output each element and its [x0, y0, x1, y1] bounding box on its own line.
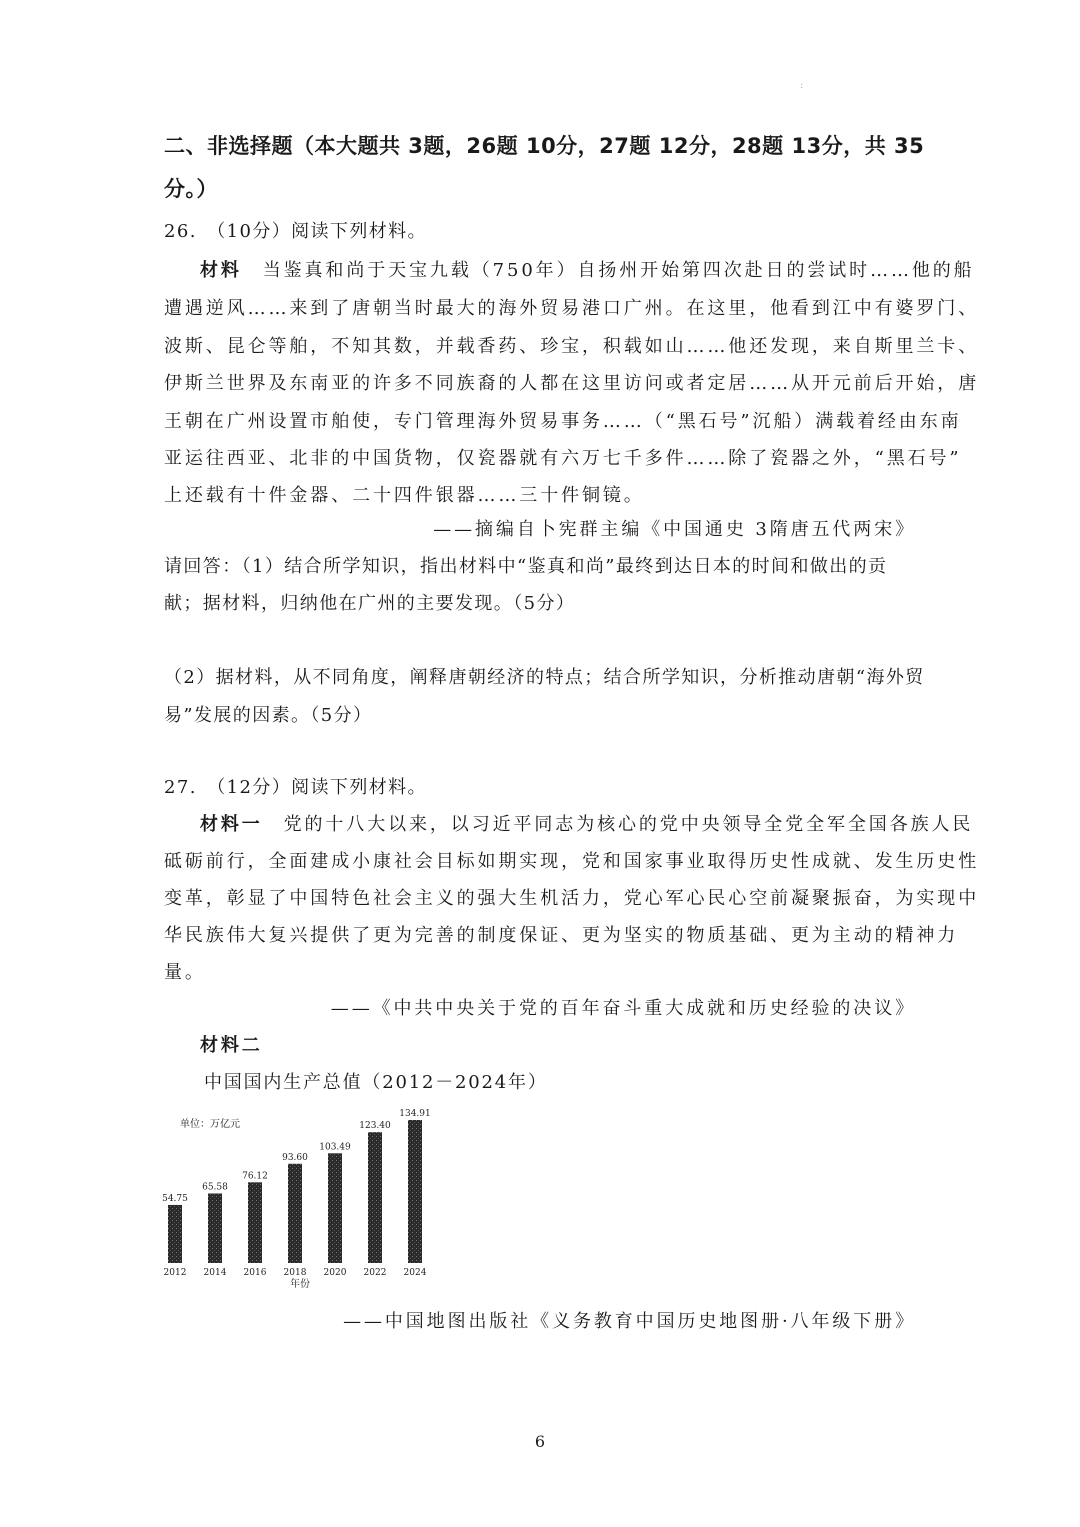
q27-material1-line3: 变革，彰显了中国特色社会主义的强大生机活力，党心军心民心空前凝聚振奋，为实现中 — [164, 888, 980, 909]
bar-2024 — [408, 1120, 422, 1263]
q26-material-label: 材料 — [200, 260, 242, 281]
q26-material-line2: 遭遇逆风……来到了唐朝当时最大的海外贸易港口广州。在这里，他看到江中有婆罗门、 — [164, 298, 980, 319]
x-tick-label-2012: 2012 — [163, 1268, 187, 1278]
bar-value-label-2018: 93.60 — [282, 1152, 308, 1163]
q27-material1-label: 材料一 — [200, 814, 263, 835]
bar-2012 — [168, 1205, 182, 1263]
q26-material-line1 — [200, 256, 975, 282]
q26-question2-line2: 易”发展的因素。（5分） — [164, 705, 373, 726]
q27-source1: ——《中共中央关于党的百年奋斗重大成就和历史经验的决议》 — [330, 998, 916, 1019]
bar-2016 — [248, 1182, 262, 1263]
gdp-bar-chart — [160, 1100, 460, 1300]
q26-question2-line1: （2）据材料，从不同角度，阐释唐朝经济的特点；结合所学知识，分析推动唐朝“海外贸 — [164, 667, 925, 688]
bar-value-label-2016: 76.12 — [242, 1171, 268, 1182]
page-number: 6 — [534, 1432, 546, 1451]
q26-material-line3: 波斯、昆仑等舶，不知其数，并载香药、珍宝，积载如山……他还发现，来自斯里兰卡、 — [164, 336, 980, 357]
bar-2020 — [328, 1153, 342, 1263]
x-tick-label-2016: 2016 — [243, 1268, 267, 1278]
bar-value-label-2022: 123.40 — [359, 1121, 391, 1132]
q27-material1-line1 — [200, 810, 974, 836]
q26-material-line4: 伊斯兰世界及东南亚的许多不同族裔的人都在这里访问或者定居……从开元前后开始，唐 — [164, 373, 980, 394]
q27-material1-line4: 华民族伟大复兴提供了更为完善的制度保证、更为坚实的物质基础、更为主动的精神力 — [164, 925, 959, 946]
q27-material2-label: 材料二 — [200, 1035, 263, 1056]
section-title-line2: 分。） — [164, 177, 218, 201]
chart-x-axis-label: 年份 — [290, 1279, 310, 1290]
corner-mark: : — [800, 80, 804, 91]
x-tick-label-2014: 2014 — [203, 1268, 227, 1278]
q26-material-line6: 亚运往西亚、北非的中国货物，仅瓷器就有六万七千多件……除了瓷器之外，“黑石号” — [164, 448, 962, 469]
chart-title: 中国国内生产总值（2012－2024年） — [204, 1072, 548, 1093]
bar-value-label-2014: 65.58 — [202, 1182, 228, 1193]
q27-header: 27. （12分）阅读下列材料。 — [164, 777, 427, 798]
q26-source: ——摘编自卜宪群主编《中国通史 3隋唐五代两宋》 — [433, 519, 916, 540]
bar-2022 — [368, 1132, 382, 1263]
q26-material-text: 当鉴真和尚于天宝九载（750年）自扬州开始第四次赴日的尝试时……他的船 — [262, 260, 975, 281]
chart-unit-label: 单位：万亿元 — [180, 1119, 240, 1130]
bar-2018 — [288, 1164, 302, 1263]
bar-value-label-2012: 54.75 — [162, 1193, 188, 1204]
x-tick-label-2020: 2020 — [323, 1268, 347, 1278]
bar-value-label-2024: 134.91 — [399, 1109, 431, 1119]
q26-question1-line1: 请回答：（1）结合所学知识，指出材料中“鉴真和尚”最终到达日本的时间和做出的贡 — [164, 556, 888, 577]
x-tick-label-2022: 2022 — [363, 1268, 387, 1278]
section-title-line1: 二、非选择题（本大题共 3题，26题 10分，27题 12分，28题 13分，共 35 — [164, 134, 925, 158]
q26-material-line7: 上还载有十件金器、二十四件银器……三十件铜镜。 — [164, 485, 645, 506]
x-tick-label-2018: 2018 — [283, 1268, 307, 1278]
q27-source2: ——中国地图出版社《义务教育中国历史地图册·八年级下册》 — [343, 1311, 916, 1332]
q26-header: 26. （10分）阅读下列材料。 — [164, 221, 427, 242]
q26-material-line5: 王朝在广州设置市舶使，专门管理海外贸易事务……（“黑石号”沉船）满载着经由东南 — [164, 411, 962, 432]
q27-material1-line2: 砥砺前行，全面建成小康社会目标如期实现，党和国家事业取得历史性成就、发生历史性 — [164, 851, 980, 872]
bar-value-label-2020: 103.49 — [319, 1142, 351, 1153]
q27-material1-line5: 量。 — [164, 962, 206, 983]
q27-material1-text: 党的十八大以来，以习近平同志为核心的党中央领导全党全军全国各族人民 — [283, 814, 974, 835]
bar-2014 — [208, 1193, 222, 1263]
x-tick-label-2024: 2024 — [403, 1268, 427, 1278]
q26-question1-line2: 献；据材料，归纳他在广州的主要发现。（5分） — [164, 593, 576, 614]
